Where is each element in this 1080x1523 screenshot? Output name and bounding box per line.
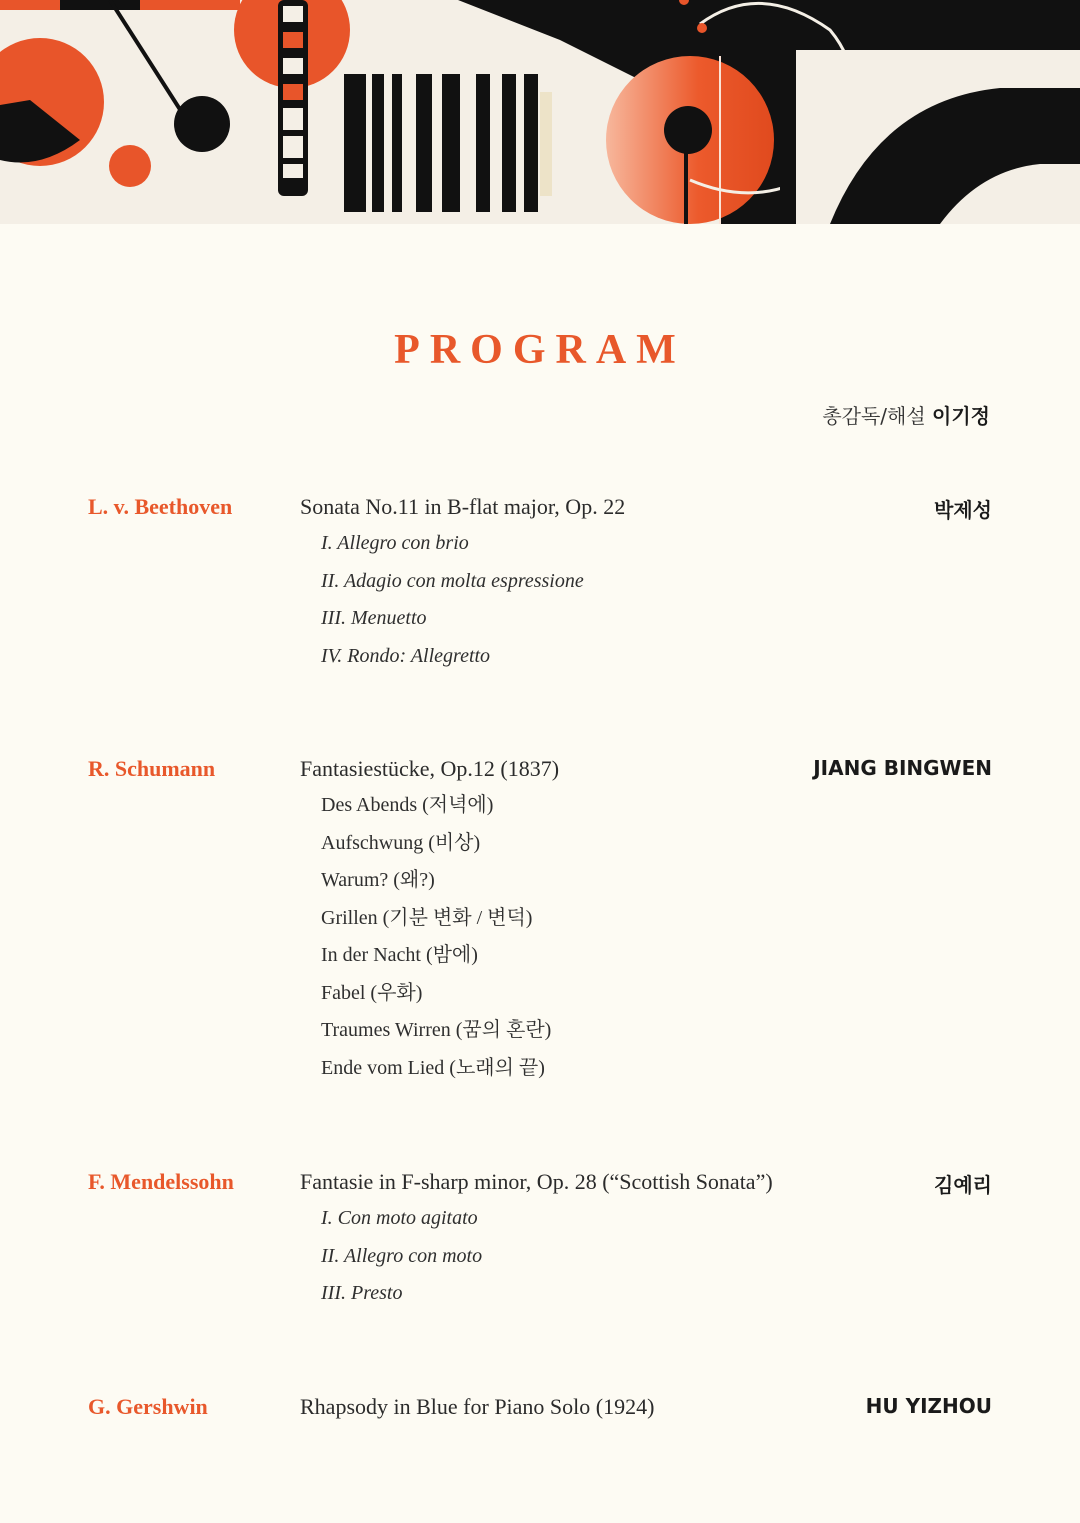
- movement-item: II. Adagio con molta espressione: [321, 569, 584, 592]
- composer-name: L. v. Beethoven: [88, 494, 233, 519]
- performer-name: 김예리: [934, 1173, 992, 1197]
- movement-item: I. Con moto agitato: [321, 1207, 478, 1229]
- movement-item: Des Abends (저녁에): [321, 794, 494, 816]
- performer-name: JIANG BINGWEN: [813, 756, 992, 780]
- movement-item: I. Allegro con brio: [321, 532, 469, 554]
- composer-name: R. Schumann: [88, 756, 216, 781]
- work-title: Fantasie in F-sharp minor, Op. 28 (“Scottish Sonata”): [300, 1169, 773, 1194]
- work-title: Sonata No.11 in B-flat major, Op. 22: [300, 494, 626, 519]
- movement-list: [321, 1207, 482, 1320]
- movement-item: Grillen (기분 변화 / 변덕): [321, 906, 533, 929]
- work-title: Rhapsody in Blue for Piano Solo (1924): [300, 1394, 655, 1419]
- movement-item: III. Menuetto: [321, 607, 427, 629]
- movement-item: Traumes Wirren (꿈의 혼란): [321, 1019, 552, 1041]
- director-name: 이기정: [932, 404, 990, 428]
- movement-item: Aufschwung (비상): [321, 831, 481, 854]
- director-role: 총감독/해설: [822, 404, 926, 428]
- director-credit: [822, 400, 990, 429]
- composer-name: F. Mendelssohn: [88, 1169, 234, 1194]
- movement-item: IV. Rondo: Allegretto: [321, 644, 491, 667]
- movement-item: II. Allegro con moto: [321, 1244, 483, 1267]
- performer-name: 박제성: [934, 498, 992, 522]
- composer-name: G. Gershwin: [88, 1394, 208, 1419]
- movement-item: Fabel (우화): [321, 981, 423, 1004]
- movement-item: Warum? (왜?): [321, 869, 435, 891]
- movement-item: In der Nacht (밤에): [321, 944, 478, 966]
- movement-list: [321, 532, 584, 682]
- work-title: Fantasiestücke, Op.12 (1837): [300, 756, 560, 781]
- movement-item: III. Presto: [321, 1282, 403, 1304]
- abstract-music-illustration: [0, 0, 1080, 224]
- page-title: PROGRAM: [394, 327, 686, 373]
- header-artwork: [0, 0, 1080, 224]
- movement-list: [321, 794, 551, 1094]
- movement-item: Ende vom Lied (노래의 끝): [321, 1056, 545, 1079]
- performer-name: HU YIZHOU: [865, 1394, 992, 1418]
